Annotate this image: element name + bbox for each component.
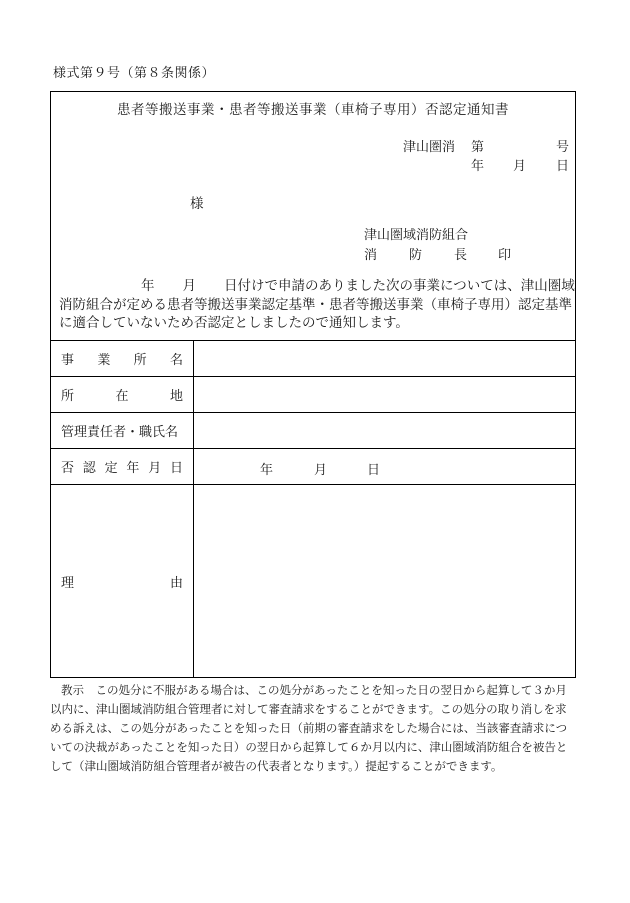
details-table	[50, 340, 576, 678]
issue-date-month: 月	[513, 159, 527, 174]
seal-mark: 印	[498, 248, 512, 263]
denial-date-year: 年	[260, 462, 274, 478]
addressee-suffix: 様	[190, 196, 204, 212]
denial-date-field[interactable]	[194, 449, 576, 485]
location-label: 所 在 地	[51, 377, 194, 413]
body-line1-rest: 日付けで申請のありました次の事業については、津山圏域	[224, 278, 575, 294]
reason-label: 理 由	[51, 485, 194, 678]
issue-date-day: 日	[556, 159, 570, 174]
issuer-dai: 第	[471, 140, 485, 155]
location-field[interactable]	[194, 377, 576, 413]
table-row	[51, 413, 576, 449]
office-name-field[interactable]	[194, 341, 576, 377]
notice-line-4: いての決裁があったことを知った日）の翌日から起算して６か月以内に、津山圏域消防組合を被告と	[50, 740, 568, 754]
reason-field[interactable]	[194, 485, 576, 678]
notice-line-5: して（津山圏域消防組合管理者が被告の代表者となります。）提起することができます。	[50, 759, 503, 773]
body-year: 年	[141, 278, 155, 294]
denial-date-label: 否 認 定 年 月 日	[51, 449, 194, 485]
issuer-go: 号	[556, 140, 570, 155]
denial-date-day: 日	[367, 462, 381, 478]
form-number-label: 様式第９号（第８条関係）	[53, 66, 216, 81]
notice-form-frame	[50, 91, 576, 678]
table-row	[51, 377, 576, 413]
sender-role-char-3: 長	[454, 248, 468, 263]
appeal-instructions	[50, 681, 580, 776]
issuer-prefix: 津山圏消	[403, 140, 456, 155]
notice-line-2: 以内に、津山圏域消防組合管理者に対して審査請求をすることができます。この処分の取り消しを求	[50, 702, 567, 716]
manager-label: 管理責任者・職氏名	[51, 413, 194, 449]
document-title: 患者等搬送事業・患者等搬送事業（車椅子専用）否認定通知書	[117, 102, 509, 118]
denial-date-month: 月	[314, 462, 328, 478]
table-row	[51, 449, 576, 485]
table-row	[51, 341, 576, 377]
notice-line-3: める訴えは、この処分があったことを知った日（前期の審査請求をした場合には、当該審査請求につ	[50, 721, 568, 735]
sender-role-char-1: 消	[364, 248, 378, 263]
office-name-label: 事 業 所 名	[51, 341, 194, 377]
body-month: 月	[182, 278, 196, 294]
body-line-2: 消防組合が定める患者等搬送事業認定基準・患者等搬送事業（車椅子専用）認定基準	[59, 296, 572, 313]
body-line-3: に適合していないため否認定としましたので通知します。	[59, 315, 409, 331]
notice-line-1: 教示 この処分に不服がある場合は、この処分があったことを知った日の翌日から起算して３か月	[61, 683, 567, 697]
table-row	[51, 485, 576, 678]
manager-field[interactable]	[194, 413, 576, 449]
sender-role-char-2: 防	[409, 248, 423, 263]
notice-body	[59, 277, 575, 333]
sender-organization: 津山圏域消防組合	[364, 228, 469, 243]
issue-date-year: 年	[471, 159, 485, 174]
